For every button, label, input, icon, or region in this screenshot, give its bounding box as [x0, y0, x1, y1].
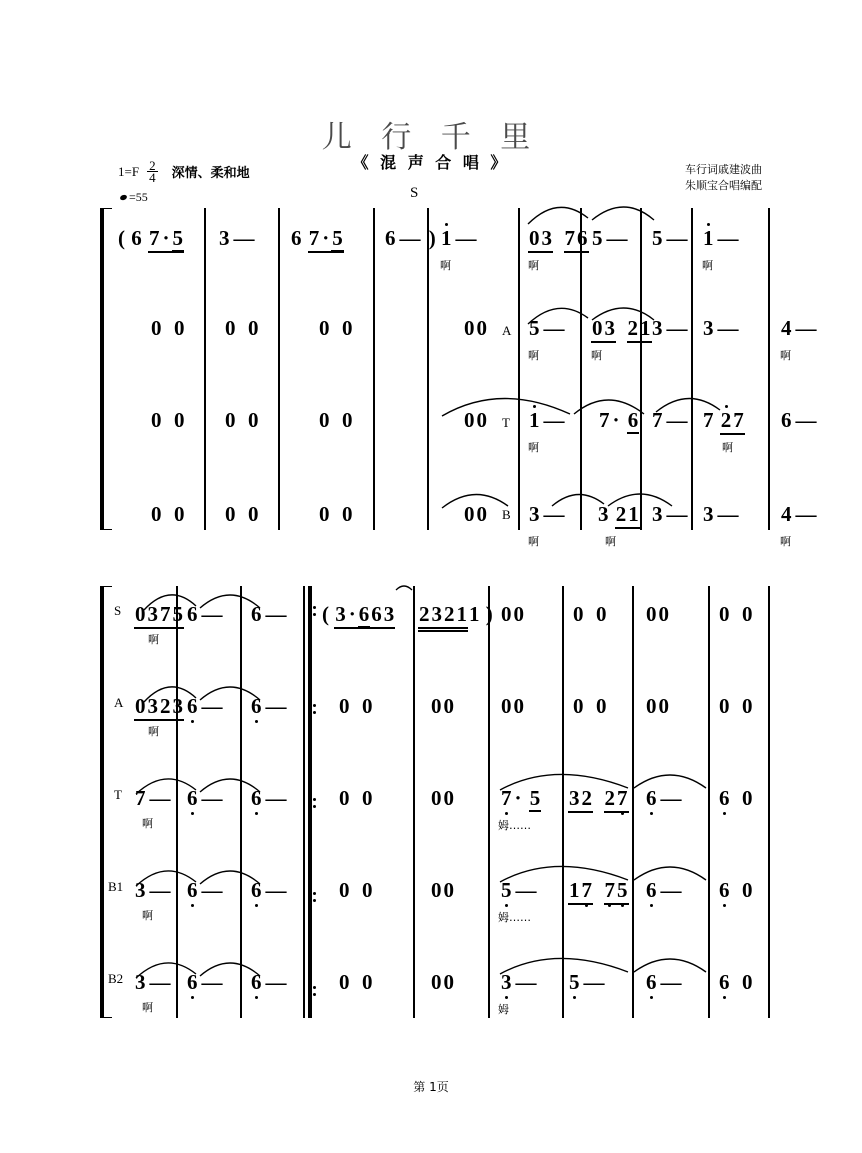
measure-notes: 23211 ): [418, 604, 493, 625]
measure-notes: 0 0: [319, 408, 353, 432]
measure-notes: 3 —: [135, 878, 171, 902]
measure-notes: 00: [431, 694, 454, 718]
measure-notes: 0 0: [225, 502, 259, 526]
voice-label-alto: A: [114, 695, 124, 710]
lyric: 啊: [142, 817, 153, 830]
measure-notes: 0 0: [573, 694, 607, 718]
tempo-marking: [120, 190, 148, 205]
expression-marking: 深情、柔和地: [171, 166, 250, 181]
quarter-note-icon: [119, 194, 127, 201]
measure-notes: 7 · 5: [501, 786, 541, 810]
measure-notes: 7 27: [702, 410, 745, 431]
lyric: 啊: [440, 259, 451, 272]
lyric: 啊: [780, 535, 791, 548]
measure-notes: 3 —: [652, 502, 688, 526]
measure-notes: 00: [431, 970, 454, 994]
voice-label-bass1: B1: [108, 879, 124, 894]
measure-notes: 6 —: [781, 408, 817, 432]
voice-label-soprano: S: [114, 603, 122, 618]
barline: [768, 208, 770, 530]
measure-notes: 4 —: [781, 502, 817, 526]
lyric: 啊: [528, 349, 539, 362]
lyric: 啊: [528, 535, 539, 548]
measure-notes: 6 —: [251, 602, 287, 626]
measure-notes: 6 —: [251, 878, 287, 902]
measure-notes: 7 · 6: [599, 408, 639, 432]
measure-notes: 00: [464, 316, 487, 340]
lyric: 啊: [148, 633, 159, 646]
voice-label-bass: B: [502, 507, 511, 522]
measure-notes: ( 6 7 · 5: [118, 228, 184, 252]
measure-notes: 17 75: [568, 880, 629, 901]
measure-notes: 5 —: [592, 226, 628, 250]
key-signature: 1=F: [118, 163, 140, 179]
measure-notes: 6 —: [187, 694, 223, 718]
system-1-bass-row: [100, 500, 817, 596]
system-1-alto-row: [100, 308, 817, 404]
measure-notes: 6 7 · 5: [290, 228, 344, 252]
lyric: 啊: [780, 349, 791, 362]
time-signature: [147, 160, 158, 183]
page-number: 第 1页: [413, 1080, 449, 1094]
measure-notes: 0 0: [151, 408, 185, 432]
measure-notes: 1 —: [703, 226, 739, 250]
measure-notes: 32 27: [568, 788, 629, 809]
system-2-bass2-row: [100, 954, 768, 1046]
measure-notes: 00: [431, 878, 454, 902]
measure-notes: 6 —: [187, 786, 223, 810]
measure-notes: 6 0: [719, 970, 753, 994]
measure-notes: 7 —: [135, 786, 171, 810]
time-signature-numerator: 2: [149, 158, 156, 173]
measure-notes: 6 —: [646, 970, 682, 994]
lyric: 啊: [142, 909, 153, 922]
system-2-bass1-row: [100, 862, 768, 954]
measure-notes: 3 —: [501, 970, 537, 994]
barline: [768, 586, 770, 1018]
measure-notes: 0375: [134, 604, 184, 625]
measure-notes: 5 —: [501, 878, 537, 902]
measure-notes: 7 —: [652, 408, 688, 432]
measure-notes: 00: [464, 408, 487, 432]
measure-notes: 0 0: [319, 316, 353, 340]
measure-notes: 00: [646, 694, 669, 718]
credit-arranger: 朱顺宝合唱编配: [685, 179, 762, 192]
measure-notes: 0 0: [319, 502, 353, 526]
measure-notes: 6 —: [187, 878, 223, 902]
measure-notes: 6 —: [646, 786, 682, 810]
voice-label-soprano: S: [410, 185, 419, 201]
measure-notes: 0 0: [339, 878, 373, 902]
measure-notes: ( 3 · 663: [322, 604, 395, 628]
lyric: 姆……: [498, 911, 531, 924]
system-2-alto-row: [100, 678, 768, 770]
measure-notes: 00: [646, 602, 669, 626]
measure-notes: 0 0: [719, 602, 753, 626]
measure-notes: 6 —: [646, 878, 682, 902]
lyric: 啊: [142, 1001, 153, 1014]
measure-notes: 5 —: [569, 970, 605, 994]
measure-notes: 3 —: [219, 226, 255, 250]
voice-label-alto: A: [502, 323, 512, 338]
measure-notes: 6 —: [187, 970, 223, 994]
voice-label-tenor: T: [114, 787, 122, 802]
measure-notes: 6 —: [251, 970, 287, 994]
measure-notes: 0 0: [151, 316, 185, 340]
measure-notes: 5 —: [652, 226, 688, 250]
measure-notes: 3 —: [703, 502, 739, 526]
measure-notes: 6 — ): [385, 226, 436, 250]
measure-notes: 3 —: [529, 502, 565, 526]
system-2-soprano-row: [100, 586, 768, 678]
measure-notes: 0 0: [225, 408, 259, 432]
measure-notes: 6 0: [719, 878, 753, 902]
credit-lyricist-composer: 车行词戚建波曲: [685, 163, 762, 176]
measure-notes: 6 —: [251, 786, 287, 810]
measure-notes: 0 0: [339, 694, 373, 718]
measure-notes: 0 0: [151, 502, 185, 526]
measure-notes: 00: [501, 602, 524, 626]
measure-notes: 6 —: [251, 694, 287, 718]
lyric: 姆……: [498, 819, 531, 832]
lyric: 啊: [722, 441, 733, 454]
measure-notes: 0 0: [573, 602, 607, 626]
lyric: 姆: [498, 1003, 509, 1016]
measure-notes: 1 —: [529, 408, 565, 432]
measure-notes: 0323: [134, 696, 184, 717]
measure-notes: 1 —: [441, 226, 477, 250]
measure-notes: 5 —: [529, 316, 565, 340]
measure-notes: 6 0: [719, 786, 753, 810]
measure-notes: 00: [501, 694, 524, 718]
page-title: 儿 行 千 里: [321, 120, 541, 155]
measure-notes: 0 0: [225, 316, 259, 340]
lyric: 啊: [605, 535, 616, 548]
system-1-tenor-row: [100, 404, 817, 500]
measure-notes: 6 —: [187, 602, 223, 626]
measure-notes: 4 —: [781, 316, 817, 340]
time-signature-denominator: 4: [149, 170, 156, 185]
measure-notes: 00: [464, 502, 487, 526]
lyric: 啊: [528, 441, 539, 454]
lyric: 啊: [702, 259, 713, 272]
tempo-value: =55: [129, 190, 148, 204]
key-signature-block: [118, 160, 250, 183]
voice-label-tenor: T: [502, 415, 510, 430]
system-2-tenor-row: [100, 770, 768, 862]
measure-notes: 00: [431, 786, 454, 810]
measure-notes: 3 —: [135, 970, 171, 994]
subtitle: 《 混 声 合 唱 》: [352, 153, 510, 172]
measure-notes: 0 0: [719, 694, 753, 718]
measure-notes: 3 —: [703, 316, 739, 340]
measure-notes: 3 21: [597, 504, 640, 525]
lyric: 啊: [591, 349, 602, 362]
measure-notes: 0 0: [339, 970, 373, 994]
credits: [685, 162, 762, 194]
measure-notes: 3 —: [652, 316, 688, 340]
lyric: 啊: [148, 725, 159, 738]
measure-notes: 03 21: [591, 318, 652, 339]
lyric: 啊: [528, 259, 539, 272]
system-2: [100, 586, 768, 1026]
voice-label-bass2: B2: [108, 971, 124, 986]
measure-notes: 03 76: [528, 228, 589, 249]
measure-notes: 0 0: [339, 786, 373, 810]
